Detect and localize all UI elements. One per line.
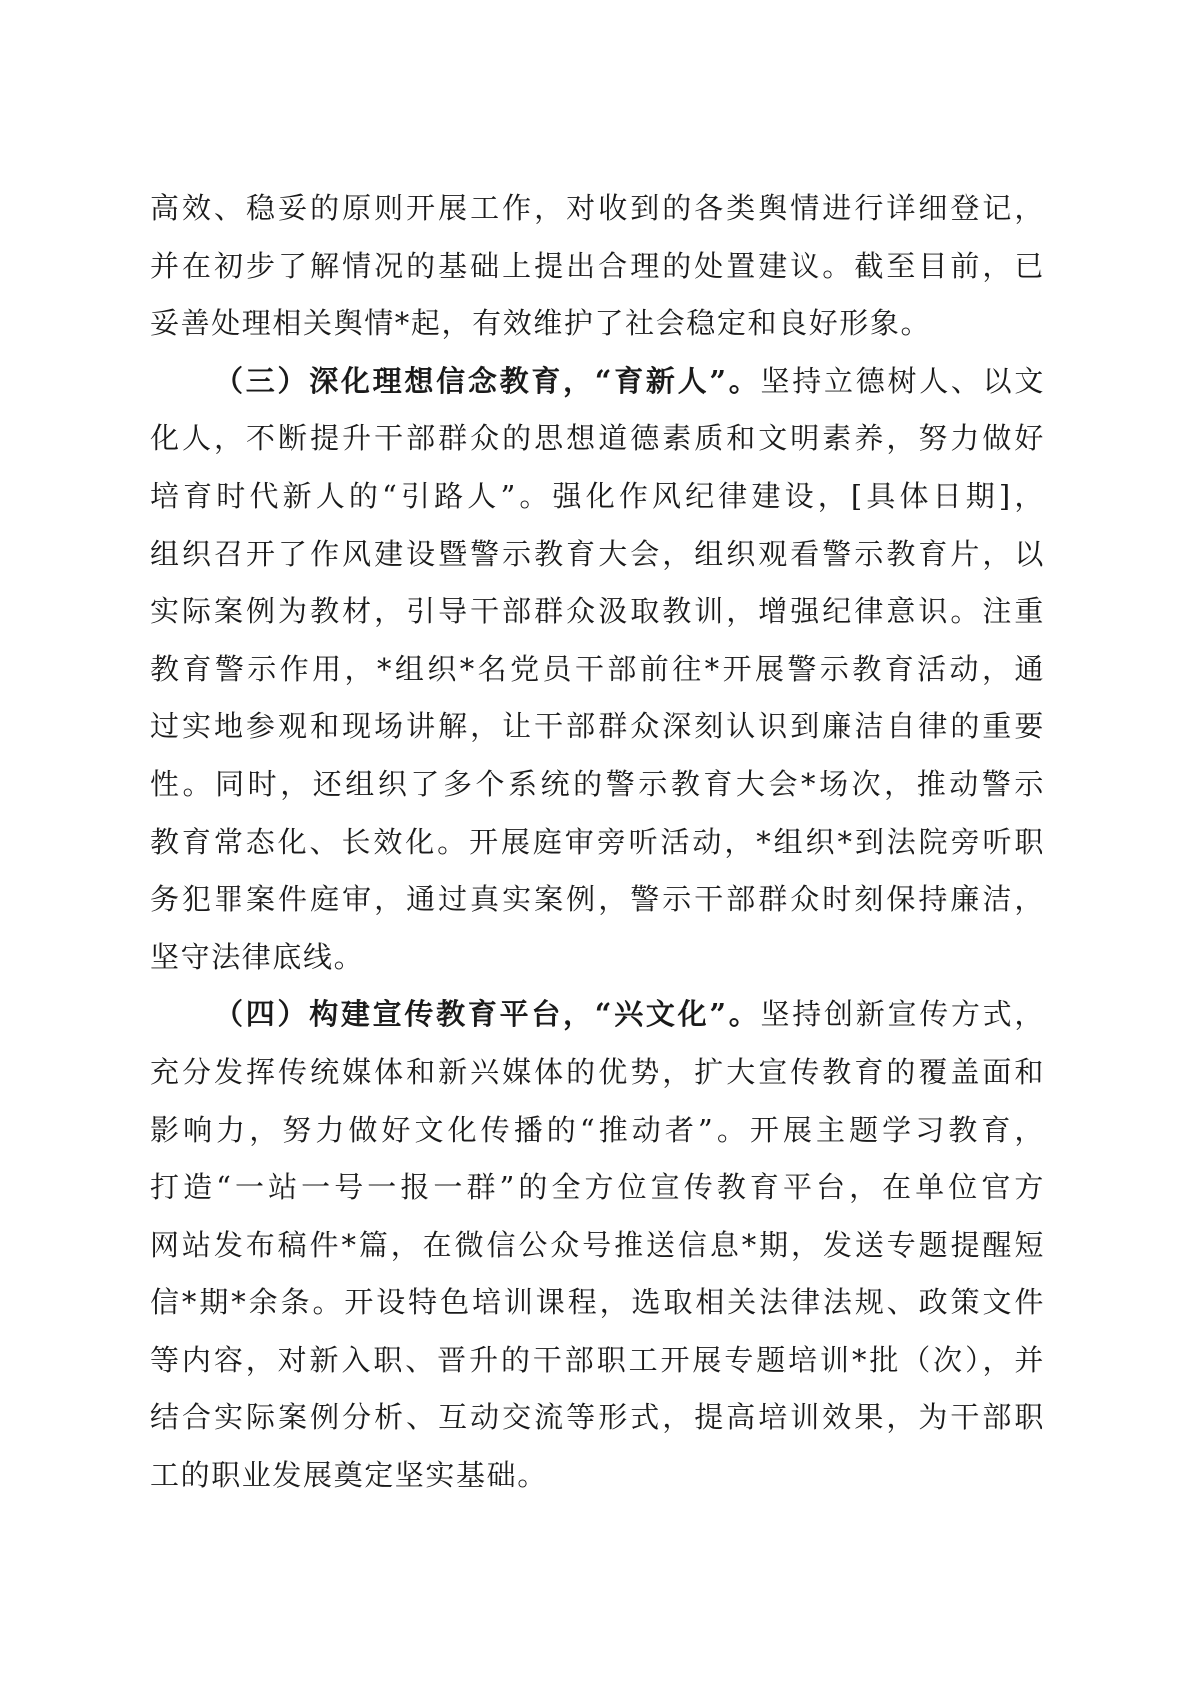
text-run: 坚持创新宣传方式， <box>760 997 1045 1032</box>
text-line: 过实地参观和现场讲解，让干部群众深刻认识到廉洁自律的重要 <box>150 709 1045 744</box>
paragraph-section-4 <box>150 986 1045 1504</box>
text-line: 网站发布稿件*篇，在微信公众号推送信息*期，发送专题提醒短 <box>150 1227 1045 1262</box>
text-line: 并在初步了解情况的基础上提出合理的处置建议。截至目前，已 <box>150 248 1045 283</box>
text-line: 结合实际案例分析、互动交流等形式，提高培训效果，为干部职 <box>150 1400 1045 1435</box>
text-line: 妥善处理相关舆情*起，有效维护了社会稳定和良好形象。 <box>150 306 932 341</box>
text-line: 信*期*余条。开设特色培训课程，选取相关法律法规、政策文件 <box>150 1285 1045 1320</box>
text-line <box>150 986 1045 1044</box>
text-line: 务犯罪案件庭审，通过真实案例，警示干部群众时刻保持廉洁， <box>150 882 1045 917</box>
text-line: 等内容，对新入职、晋升的干部职工开展专题培训*批（次），并 <box>150 1342 1045 1377</box>
text-line: 组织召开了作风建设暨警示教育大会，组织观看警示教育片，以 <box>150 536 1045 571</box>
text-line: 坚守法律底线。 <box>150 939 365 974</box>
document-page <box>150 180 1045 1505</box>
section-heading: （三）深化理想信念教育，“育新人”。 <box>214 363 761 398</box>
paragraph-continued <box>150 180 1045 353</box>
text-line: 教育常态化、长效化。开展庭审旁听活动，*组织*到法院旁听职 <box>150 824 1045 859</box>
text-line: 工的职业发展奠定坚实基础。 <box>150 1458 548 1493</box>
text-line: 培育时代新人的“引路人”。强化作风纪律建设，[具体日期]， <box>150 478 1045 513</box>
text-line: 实际案例为教材，引导干部群众汲取教训，增强纪律意识。注重 <box>150 594 1045 629</box>
text-line: 性。同时，还组织了多个系统的警示教育大会*场次，推动警示 <box>150 766 1045 801</box>
text-line: 打造“一站一号一报一群”的全方位宣传教育平台，在单位官方 <box>150 1170 1045 1205</box>
text-line: 教育警示作用，*组织*名党员干部前往*开展警示教育活动，通 <box>150 651 1045 686</box>
text-run: 坚持立德树人、以文 <box>760 363 1045 398</box>
paragraph-section-3 <box>150 353 1045 987</box>
text-line: 影响力，努力做好文化传播的“推动者”。开展主题学习教育， <box>150 1112 1045 1147</box>
text-line <box>150 353 1045 411</box>
text-line: 高效、稳妥的原则开展工作，对收到的各类舆情进行详细登记， <box>150 191 1045 225</box>
text-line: 化人，不断提升干部群众的思想道德素质和文明素养，努力做好 <box>150 421 1045 456</box>
text-line: 充分发挥传统媒体和新兴媒体的优势，扩大宣传教育的覆盖面和 <box>150 1054 1045 1089</box>
section-heading: （四）构建宣传教育平台，“兴文化”。 <box>214 997 761 1032</box>
